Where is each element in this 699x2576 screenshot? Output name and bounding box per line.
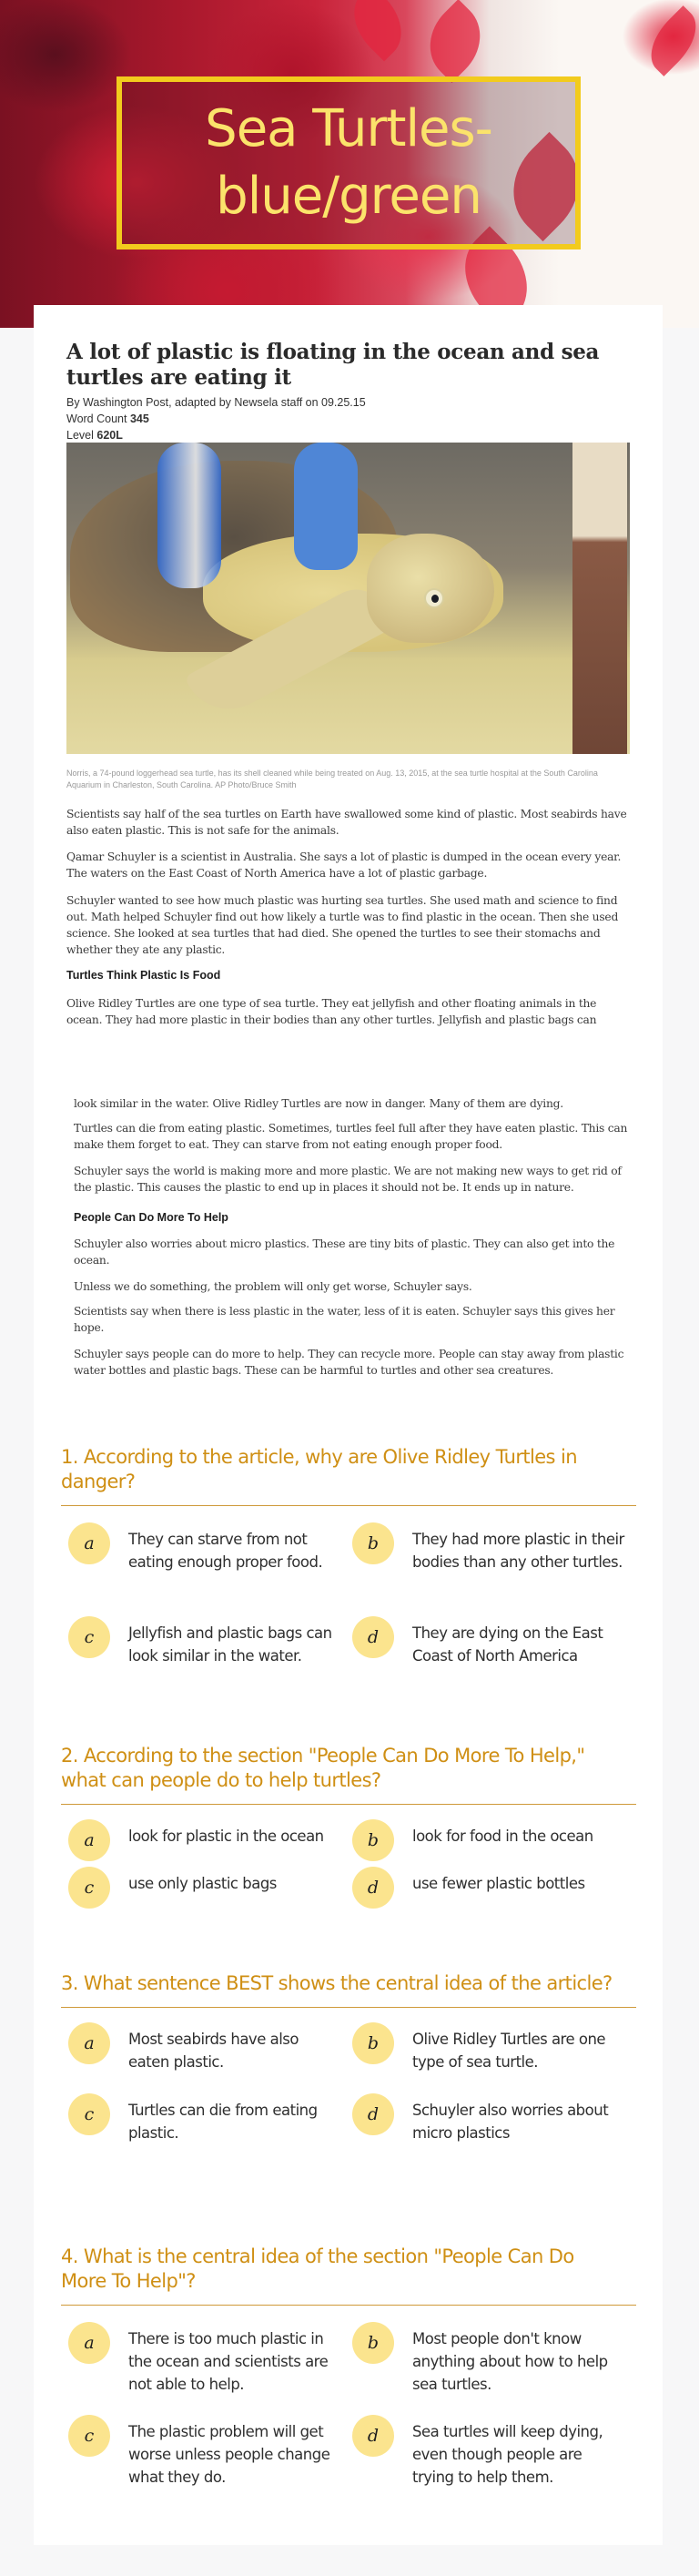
divider (61, 1804, 636, 1805)
photo-detail (424, 588, 444, 608)
letter-b-icon: b (352, 1522, 394, 1564)
option-b[interactable]: b look for food in the ocean (352, 1821, 625, 1861)
question-4 (61, 2245, 636, 2486)
article-paragraph: Scientists say half of the sea turtles on Earth have swallowed some kind of plastic. Most seabirds have also eaten plastic. This is not safe for the animals. (66, 808, 627, 837)
question-3 (61, 1971, 636, 2142)
photo-detail (294, 443, 358, 570)
article-photo (66, 443, 630, 754)
question-title: 1. According to the article, why are Olive Ridley Turtles in danger? (61, 1446, 577, 1492)
article-paragraph: Schuyler also worries about micro plastics. These are tiny bits of plastic. They can also get into the ocean. (74, 1237, 615, 1267)
option-b[interactable]: b Most people don't know anything about how to help sea turtles. (352, 2324, 625, 2396)
option-c[interactable]: c Turtles can die from eating plastic. (68, 2095, 341, 2144)
question-title: 4. What is the central idea of the section "People Can Do More To Help"? (61, 2245, 574, 2292)
photo-detail (157, 443, 221, 588)
hero-banner (0, 0, 699, 328)
option-b[interactable]: b Olive Ridley Turtles are one type of sea turtle. (352, 2024, 625, 2073)
content-card (34, 305, 663, 2545)
article-paragraph: Unless we do something, the problem will only get worse, Schuyler says. (74, 1280, 472, 1293)
section-heading: Turtles Think Plastic Is Food (66, 969, 221, 982)
option-c[interactable]: c use only plastic bags (68, 1868, 341, 1909)
option-d[interactable]: d use fewer plastic bottles (352, 1868, 625, 1909)
letter-b-icon: b (352, 1819, 394, 1861)
question-1 (61, 1445, 636, 1665)
article-title: A lot of plastic is floating in the ocean and sea turtles are eating it (66, 340, 600, 390)
article-paragraph: look similar in the water. Olive Ridley Turtles are now in danger. Many of them are dying. (74, 1097, 563, 1110)
option-a[interactable]: a Most seabirds have also eaten plastic. (68, 2024, 341, 2073)
article-paragraph: Schuyler says people can do more to help. They can recycle more. People can stay away from plastic water bottles and plastic bags. These can be harmful to turtles and other sea creatures. (74, 1348, 624, 1377)
option-d[interactable]: d They are dying on the East Coast of North America (352, 1618, 625, 1667)
letter-d-icon: d (352, 2415, 394, 2457)
question-title: 3. What sentence BEST shows the central idea of the article? (61, 1972, 613, 1994)
hero-title-frame (116, 76, 581, 249)
byline: By Washington Post, adapted by Newsela staff on 09.25.15 (66, 396, 366, 409)
page-title: Sea Turtles- blue/green (205, 99, 492, 226)
divider (61, 1505, 636, 1506)
letter-b-icon: b (352, 2022, 394, 2064)
letter-a-icon: a (68, 1819, 110, 1861)
question-2 (61, 1744, 636, 1898)
letter-d-icon: d (352, 1616, 394, 1658)
word-count: Word Count 345 (66, 412, 149, 425)
option-a[interactable]: a There is too much plastic in the ocean and scientists are not able to help. (68, 2324, 341, 2396)
reading-level: Level 620L (66, 429, 123, 442)
article-paragraph: Qamar Schuyler is a scientist in Australia. She says a lot of plastic is dumped in the ocean every year. The waters on the East Coast of North America have a lot of plastic garbage. (66, 850, 622, 880)
article-paragraph: Olive Ridley Turtles are one type of sea turtle. They eat jellyfish and other floating animals in the ocean. They had more plastic in their bodies than any other turtles. Jellyfish and plastic bags can (66, 997, 597, 1026)
article-paragraph: Turtles can die from eating plastic. Sometimes, turtles feel full after they have eaten plastic. This can make them forget to eat. They can starve from not eating enough proper food. (74, 1122, 628, 1151)
divider (61, 2007, 636, 2008)
letter-c-icon: c (68, 1616, 110, 1658)
option-c[interactable]: c Jellyfish and plastic bags can look similar in the water. (68, 1618, 341, 1667)
leaf-decoration (638, 5, 699, 76)
letter-c-icon: c (68, 2415, 110, 2457)
photo-caption: Norris, a 74-pound loggerhead sea turtle, has its shell cleaned while being treated on Aug. 13, 2015, at the sea turtle hospital at the South Carolina Aquarium in Charleston, South Carolina. AP Photo/Bruce Smith (66, 769, 598, 789)
section-heading: People Can Do More To Help (74, 1211, 228, 1224)
leaf-decoration (339, 0, 417, 61)
letter-a-icon: a (68, 2322, 110, 2364)
option-c[interactable]: c The plastic problem will get worse unless people change what they do. (68, 2417, 341, 2489)
question-title: 2. According to the section "People Can Do More To Help," what can people do to help turtles? (61, 1745, 585, 1791)
leaf-decoration (413, 0, 497, 83)
article-paragraph: Scientists say when there is less plastic in the water, less of it is eaten. Schuyler says this gives her hope. (74, 1305, 615, 1334)
article-meta (66, 394, 366, 443)
letter-d-icon: d (352, 1867, 394, 1909)
photo-detail (572, 443, 627, 754)
article-paragraph: Schuyler wanted to see how much plastic was hurting sea turtles. She used math and science to find out. Math helped Schuyler find out how likely a turtle was to find plastic in the ocean. Then she used science. She looked at sea turtles that had died. She opened the turtles to see their stomachs and whether they ate any plastic. (66, 894, 619, 956)
option-d[interactable]: d Schuyler also worries about micro plastics (352, 2095, 625, 2144)
letter-b-icon: b (352, 2322, 394, 2364)
option-d[interactable]: d Sea turtles will keep dying, even though people are trying to help them. (352, 2417, 625, 2489)
option-a[interactable]: a They can starve from not eating enough proper food. (68, 1524, 341, 1573)
article-paragraph: Schuyler says the world is making more and more plastic. We are not making new ways to get rid of the plastic. This causes the plastic to end up in places it should not be. It ends up in nature. (74, 1165, 622, 1194)
letter-c-icon: c (68, 2093, 110, 2135)
letter-c-icon: c (68, 1867, 110, 1909)
divider (61, 2305, 636, 2306)
letter-a-icon: a (68, 1522, 110, 1564)
option-b[interactable]: b They had more plastic in their bodies than any other turtles. (352, 1524, 625, 1573)
letter-a-icon: a (68, 2022, 110, 2064)
option-a[interactable]: a look for plastic in the ocean (68, 1821, 341, 1861)
letter-d-icon: d (352, 2093, 394, 2135)
